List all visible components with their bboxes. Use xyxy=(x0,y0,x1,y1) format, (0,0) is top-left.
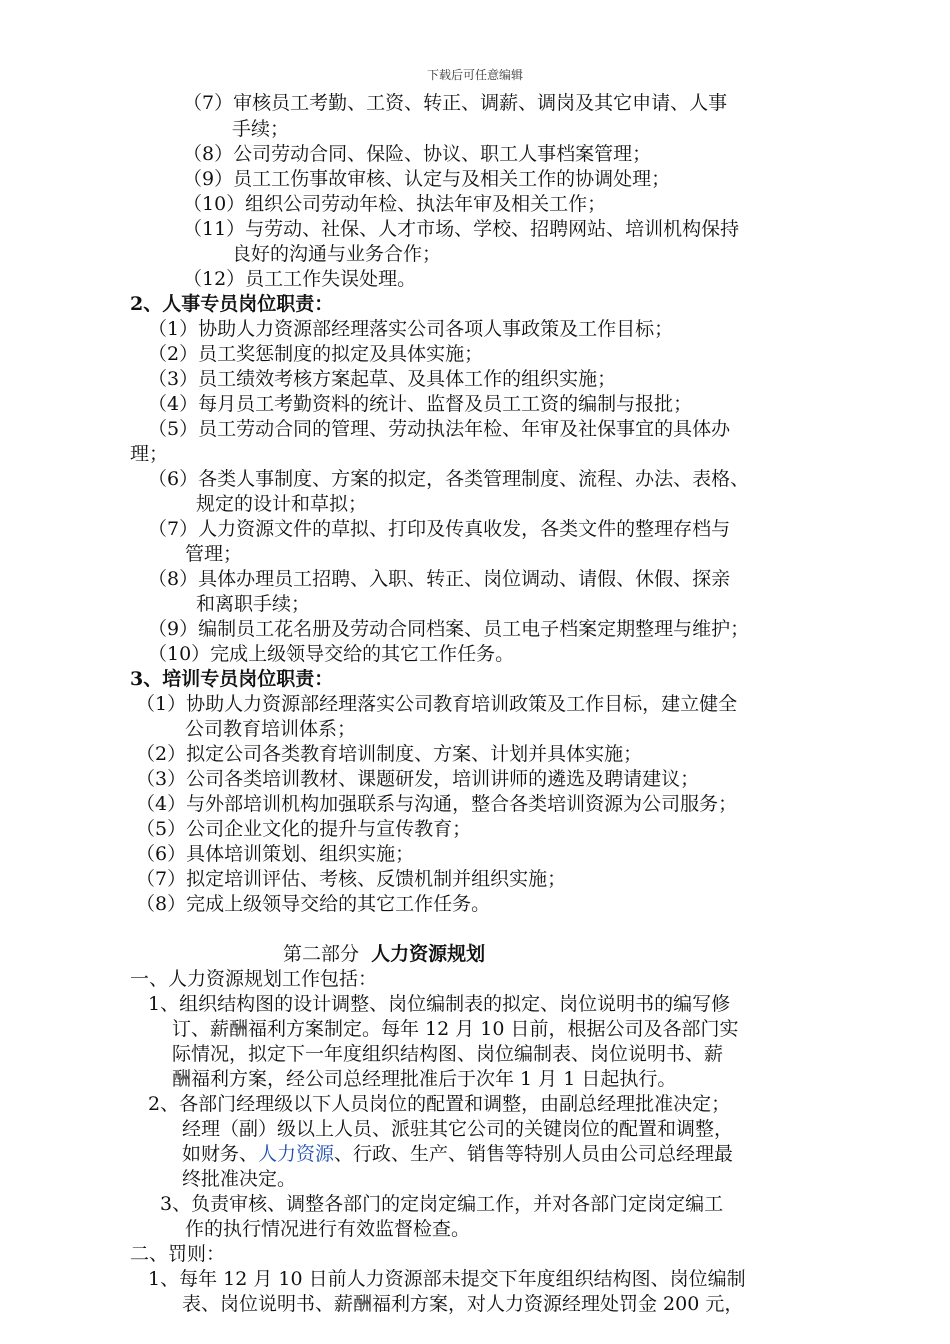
hr-link[interactable]: 人力资源 xyxy=(258,1143,335,1165)
list-item-continuation: 订、薪酬福利方案制定。每年 12 月 10 日前，根据公司及各部门实 xyxy=(172,1018,739,1040)
list-item: （5）公司企业文化的提升与宣传教育； xyxy=(136,818,472,840)
list-item-continuation: 表、岗位说明书、薪酬福利方案，对人力资源经理处罚金 200 元， xyxy=(182,1293,744,1315)
page-header-note: 下载后可任意编辑 xyxy=(426,68,523,82)
list-item-continuation: 规定的设计和草拟； xyxy=(196,493,368,515)
list-item-continuation: 和离职手续； xyxy=(196,593,311,615)
text-fragment: 、行政、生产、销售等特别人员由公司总经理最 xyxy=(334,1143,734,1165)
list-item: （1）协助人力资源部经理落实公司教育培训政策及工作目标，建立健全 xyxy=(136,693,738,715)
list-item: （12）员工工作失误处理。 xyxy=(183,268,417,290)
list-item: （7）审核员工考勤、工资、转正、调薪、调岗及其它申请、人事 xyxy=(183,92,728,114)
list-item: （5）员工劳动合同的管理、劳动执法年检、年审及社保事宜的具体办 xyxy=(148,418,731,440)
subsection-heading-penalty: 二、罚则： xyxy=(130,1243,226,1265)
list-item: （6）各类人事制度、方案的拟定，各类管理制度、流程、办法、表格、 xyxy=(148,468,750,490)
list-item-continuation: 酬福利方案，经公司总经理批准后于次年 1 月 1 日起执行。 xyxy=(172,1068,677,1090)
list-item-continuation: 良好的沟通与业务合作； xyxy=(232,243,442,265)
part-title-prefix: 第二部分 xyxy=(283,943,360,965)
list-item-continuation: 手续； xyxy=(232,118,290,140)
list-item: （10）组织公司劳动年检、执法年审及相关工作； xyxy=(183,193,607,215)
subsection-heading-planning: 一、人力资源规划工作包括： xyxy=(130,968,378,990)
list-item: 2、各部门经理级以下人员岗位的配置和调整，由副总经理批准决定； xyxy=(148,1093,731,1115)
list-item: （9）编制员工花名册及劳动合同档案、员工电子档案定期整理与维护； xyxy=(148,618,750,640)
list-item: （8）完成上级领导交给的其它工作任务。 xyxy=(136,893,491,915)
list-item-continuation: 经理（副）级以上人员、派驻其它公司的关键岗位的配置和调整， xyxy=(182,1118,734,1140)
list-item: （8）具体办理员工招聘、入职、转正、岗位调动、请假、休假、探亲 xyxy=(148,568,731,590)
list-item-continuation: 终批准决定。 xyxy=(182,1168,297,1190)
section-heading-training-specialist: 3、培训专员岗位职责： xyxy=(130,668,334,690)
list-item: （4）与外部培训机构加强联系与沟通，整合各类培训资源为公司服务； xyxy=(136,793,738,815)
list-item: （11）与劳动、社保、人才市场、学校、招聘网站、培训机构保持 xyxy=(183,218,740,240)
list-item-continuation: 理； xyxy=(130,443,169,465)
list-item: （10）完成上级领导交给的其它工作任务。 xyxy=(148,643,515,665)
list-item-continuation: 公司教育培训体系； xyxy=(185,718,357,740)
text-fragment: 如财务、 xyxy=(182,1143,259,1165)
list-item-continuation: 作的执行情况进行有效监督检查。 xyxy=(185,1218,471,1240)
list-item: （7）拟定培训评估、考核、反馈机制并组织实施； xyxy=(136,868,567,890)
list-item-continuation: 管理； xyxy=(185,543,243,565)
list-item: 1、组织结构图的设计调整、岗位编制表的拟定、岗位说明书的编写修 xyxy=(148,993,731,1015)
list-item-continuation xyxy=(182,1142,733,1166)
list-item: （2）拟定公司各类教育培训制度、方案、计划并具体实施； xyxy=(136,743,643,765)
part-title-main: 人力资源规划 xyxy=(371,943,486,965)
part-title xyxy=(283,942,485,966)
list-item: （6）具体培训策划、组织实施； xyxy=(136,843,415,865)
list-item: 3、负责审核、调整各部门的定岗定编工作，并对各部门定岗定编工 xyxy=(160,1193,724,1215)
list-item: （1）协助人力资源部经理落实公司各项人事政策及工作目标； xyxy=(148,318,674,340)
section-heading-hr-specialist: 2、人事专员岗位职责： xyxy=(130,293,334,315)
list-item: （4）每月员工考勤资料的统计、监督及员工工资的编制与报批； xyxy=(148,393,693,415)
list-item: （9）员工工伤事故审核、认定与及相关工作的协调处理； xyxy=(183,168,671,190)
list-item: （7）人力资源文件的草拟、打印及传真收发，各类文件的整理存档与 xyxy=(148,518,731,540)
list-item-continuation: 际情况，拟定下一年度组织结构图、岗位编制表、岗位说明书、薪 xyxy=(172,1043,724,1065)
list-item: （3）员工绩效考核方案起草、及具体工作的组织实施； xyxy=(148,368,617,390)
list-item: （3）公司各类培训教材、课题研发，培训讲师的遴选及聘请建议； xyxy=(136,768,700,790)
list-item: （2）员工奖惩制度的拟定及具体实施； xyxy=(148,343,484,365)
list-item: 1、每年 12 月 10 日前人力资源部未提交下年度组织结构图、岗位编制 xyxy=(148,1268,746,1290)
list-item: （8）公司劳动合同、保险、协议、职工人事档案管理； xyxy=(183,143,652,165)
